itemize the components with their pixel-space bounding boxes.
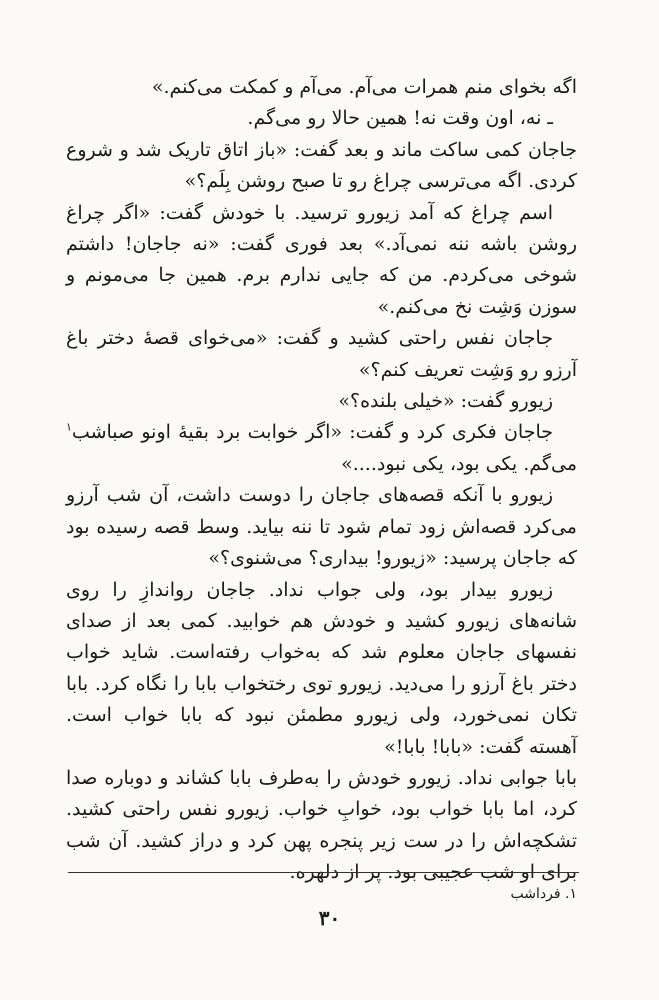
paragraph-4: اسم چراغ که آمد زیورو ترسید. با خودش گفت: «اگر چراغ روشن باشه ننه نمی‌آد.» بعد فوری گفت: «نه جاجان! داشتم شوخی می‌کردم. من که جایی ندارم برم. همین جا می‌مونم و سوزن وَشِت نخ می‌کنم.» [66, 201, 577, 318]
paragraph-9: زیورو بیدار بود، ولی جواب نداد. جاجان رواندازِ را روی شانه‌های زیورو کشید و خودش هم خوابید. کمی بعد از صدای نفسهای جاجان معلوم شد که به‌خواب رفته‌است. شاید خواب دختر باغ آرزو را می‌دید. زیورو توی رختخواب بابا را نگاه کرد. بابا تکان نمی‌خورد، ولی زیورو مطمئن نبود که بابا خواب است. آهسته گفت: «بابا! بابا!» [66, 578, 577, 758]
page-number: ۳۰ [318, 906, 341, 930]
paragraph-6: زیورو گفت: «خیلی بلنده؟» [338, 390, 553, 413]
footnote: ۱. فرداشب [510, 886, 577, 902]
footnote-marker: ۱ [66, 421, 72, 435]
paragraph-8: زیورو با آنکه قصه‌های جاجان را دوست داشت، آن شب آرزو می‌کرد قصه‌اش زود تمام شود تا ننه بیاید. وسط قصه رسیده بود که جاجان پرسید: «زیورو! بیداری؟ می‌شنوی؟» [66, 484, 577, 570]
paragraph-3: جاجان کمی ساکت ماند و بعد گفت: «باز اتاق تاریک شد و شروع کردی. اگه می‌ترسی چراغ رو تا صبح روشن بِلَم؟» [66, 138, 577, 193]
paragraph-10: بابا جوابی نداد. زیورو خودش را به‌طرف بابا کشاند و دوباره صدا کرد، اما بابا خواب بود، خوابِ خواب. زیورو نفس راحتی کشید. تشکچه‌اش را در ست زیر پنجره پهن کرد و دراز کشید. آن شب برای او شب عجیبی بود. پر از دلهره. [66, 766, 578, 884]
paragraph-1: اگه بخوای منم همرات می‌آم. می‌آم و کمکت می‌کنم.» [151, 76, 577, 98]
paragraph-7 [66, 417, 577, 480]
paragraph-2: ـ نه، اون وقت نه! همین حالا رو می‌گم. [247, 107, 553, 130]
body-text [66, 72, 577, 889]
paragraph-7-text: جاجان فکری کرد و گفت: «اگر خوابت برد بقیهٔ اونو صباشب$^۱$ می‌گم. یکی بود، یکی نبود....» [66, 421, 577, 475]
paragraph-5: جاجان نفس راحتی کشید و گفت: «می‌خوای قصهٔ دختر باغ آرزو رو وَشِت تعریف کنم؟» [66, 327, 577, 381]
footnote-divider [68, 872, 579, 873]
